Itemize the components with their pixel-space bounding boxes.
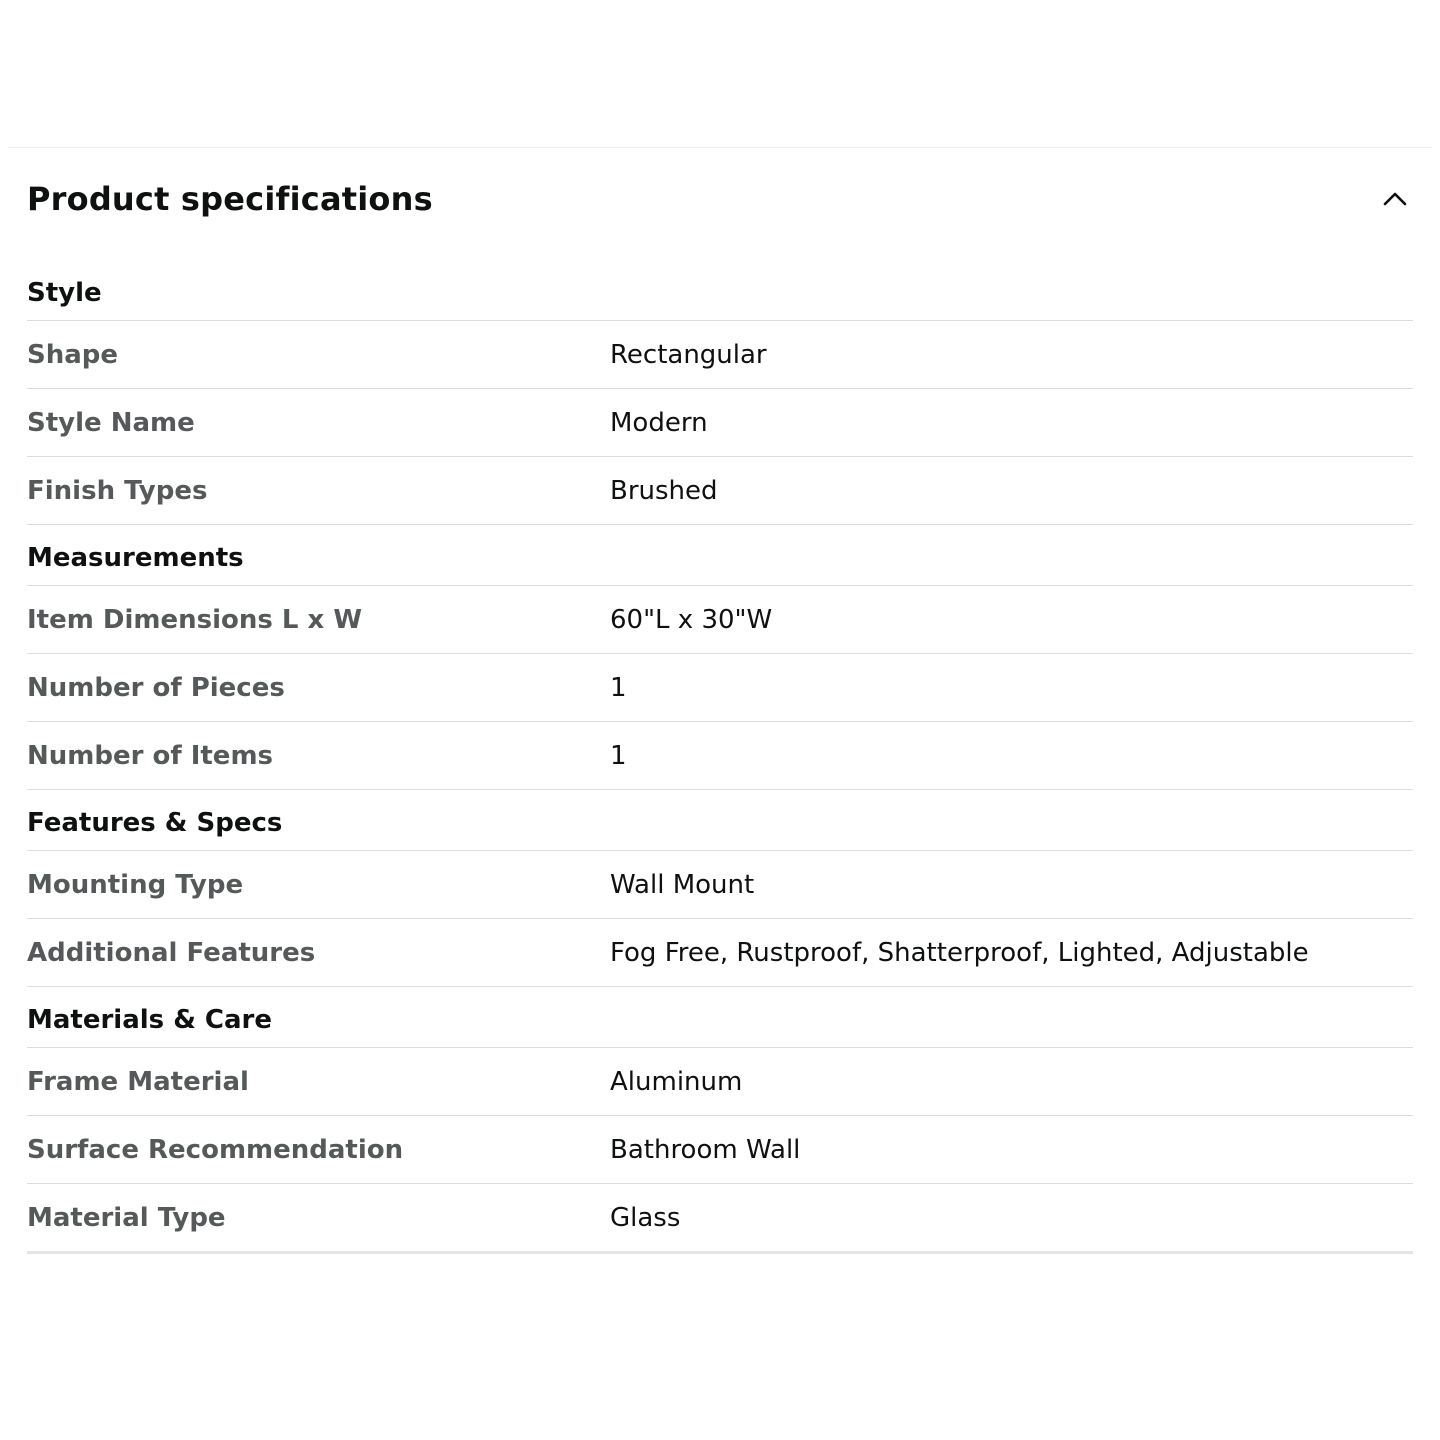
spec-label: Additional Features: [27, 937, 316, 968]
spec-value: Glass: [610, 1202, 681, 1233]
spec-label: Mounting Type: [27, 869, 244, 900]
spec-label: Material Type: [27, 1202, 226, 1233]
section-heading-label: Features & Specs: [27, 808, 283, 838]
spec-value: Bathroom Wall: [610, 1134, 801, 1165]
spec-row: [27, 1184, 1413, 1254]
spec-table: [27, 260, 1413, 1254]
spec-value: Fog Free, Rustproof, Shatterproof, Lighted, Adjustable: [610, 937, 1309, 968]
spec-label: Number of Pieces: [27, 672, 285, 703]
page-title: Product specifications: [27, 180, 433, 218]
spec-row: [27, 321, 1413, 389]
spec-value: Modern: [610, 407, 708, 438]
spec-label: Shape: [27, 339, 119, 370]
spec-row: [27, 1048, 1413, 1116]
spec-row: [27, 389, 1413, 457]
section-heading-style: [27, 260, 1413, 321]
spec-label: Style Name: [27, 407, 195, 438]
spec-row: [27, 654, 1413, 722]
section-heading-label: Materials & Care: [27, 1005, 273, 1035]
spec-row: [27, 722, 1413, 790]
spec-row: [27, 851, 1413, 919]
spec-value: 1: [610, 740, 627, 771]
spec-value: Aluminum: [610, 1066, 743, 1097]
top-divider: [8, 147, 1432, 148]
spec-label: Item Dimensions L x W: [27, 604, 363, 635]
spec-row: [27, 919, 1413, 987]
spec-row: [27, 586, 1413, 654]
spec-label: Number of Items: [27, 740, 274, 771]
spec-label: Finish Types: [27, 475, 208, 506]
spec-row: [27, 1116, 1413, 1184]
spec-label: Frame Material: [27, 1066, 249, 1097]
spec-value: Wall Mount: [610, 869, 755, 900]
spec-value: 60"L x 30"W: [610, 604, 773, 635]
spec-label: Surface Recommendation: [27, 1134, 404, 1165]
section-heading-label: Style: [27, 278, 102, 308]
spec-value: 1: [610, 672, 627, 703]
specifications-header[interactable]: [27, 170, 1413, 230]
section-heading-label: Measurements: [27, 543, 244, 573]
chevron-up-icon: [1383, 190, 1407, 206]
spec-row: [27, 457, 1413, 525]
spec-value: Rectangular: [610, 339, 767, 370]
collapse-toggle-button[interactable]: [1377, 180, 1413, 216]
spec-value: Brushed: [610, 475, 718, 506]
section-heading-features-specs: [27, 790, 1413, 851]
section-heading-materials-care: [27, 987, 1413, 1048]
section-heading-measurements: [27, 525, 1413, 586]
